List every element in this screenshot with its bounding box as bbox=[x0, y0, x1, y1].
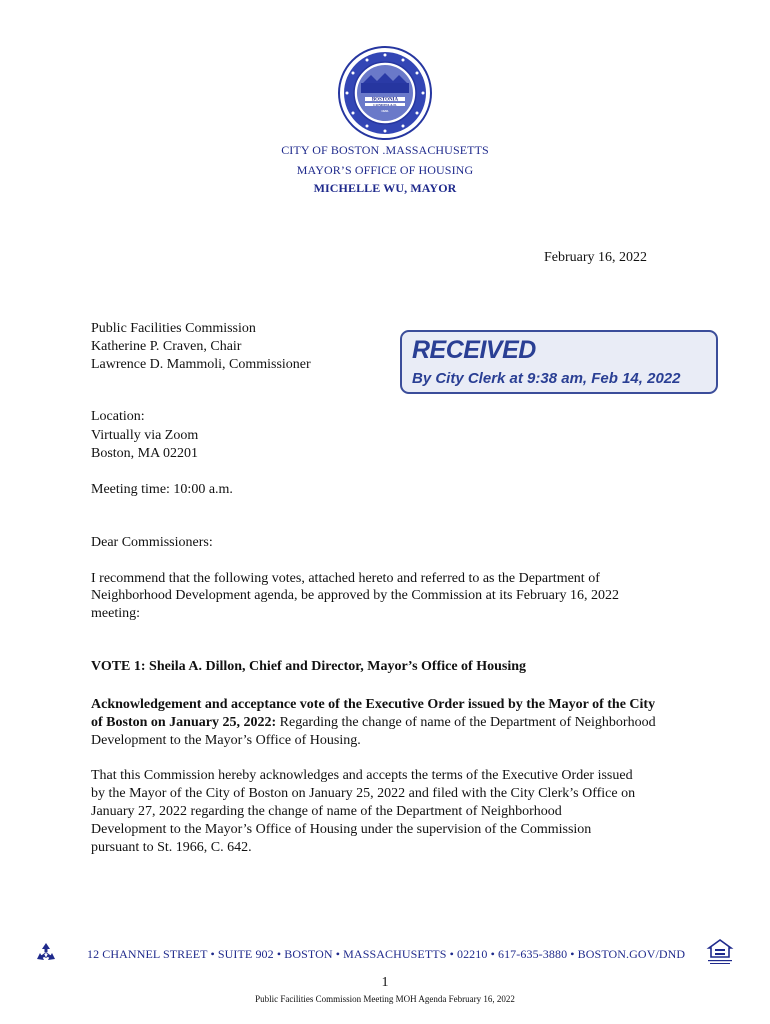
addressee-line: Katherine P. Craven, Chair bbox=[91, 339, 242, 354]
vote-description-line: Development to the Mayor’s Office of Housing. bbox=[91, 733, 361, 748]
vote-title-line: Acknowledgement and acceptance vote of the Executive Order issued by the Mayor of the City bbox=[91, 697, 656, 712]
stamp-subtitle: By City Clerk at 9:38 am, Feb 14, 2022 bbox=[412, 370, 681, 387]
paragraph-line: Neighborhood Development agenda, be approved by the Commission at its February 16, 2022 bbox=[91, 588, 620, 603]
letter-date: February 16, 2022 bbox=[544, 250, 648, 265]
seal-text-3: 1630. bbox=[381, 109, 389, 113]
footer-address: 12 CHANNEL STREET • SUITE 902 • BOSTON • MASSACHUSETTS • 02210 • 617-635-3880 • BOSTON.GOV/DND bbox=[87, 947, 686, 961]
paragraph-line: I recommend that the following votes, attached hereto and referred to as the Department of bbox=[91, 571, 600, 586]
vote-heading: VOTE 1: Sheila A. Dillon, Chief and Director, Mayor’s Office of Housing bbox=[91, 659, 527, 674]
paragraph-line: January 27, 2022 regarding the change of name of the Department of Neighborhood bbox=[91, 804, 562, 819]
addressee-line: Lawrence D. Mammoli, Commissioner bbox=[91, 357, 311, 372]
vote-title-bold: of Boston on January 25, 2022: bbox=[91, 715, 277, 730]
footer-note: Public Facilities Commission Meeting MOH Agenda February 16, 2022 bbox=[255, 994, 515, 1004]
location-line: Virtually via Zoom bbox=[91, 428, 199, 443]
seal-text-1: BOSTONIA bbox=[371, 97, 399, 103]
header-city: CITY OF BOSTON .MASSACHUSETTS bbox=[281, 143, 489, 157]
seal-text-2: CONDITA A.D. bbox=[373, 103, 397, 107]
vote-description: Regarding the change of name of the Department of Neighborhood bbox=[276, 715, 656, 730]
page-number: 1 bbox=[381, 975, 389, 990]
location-line: Location: bbox=[91, 409, 145, 424]
paragraph-line: That this Commission hereby acknowledges and accepts the terms of the Executive Order issued bbox=[91, 768, 633, 783]
paragraph-line: meeting: bbox=[91, 606, 140, 621]
location-line: Boston, MA 02201 bbox=[91, 446, 198, 461]
vote-title-line bbox=[91, 714, 656, 731]
equal-housing-icon bbox=[705, 938, 735, 966]
paragraph-line: Development to the Mayor’s Office of Housing under the supervision of the Commission bbox=[91, 822, 592, 837]
city-seal-logo bbox=[337, 45, 433, 141]
meeting-time: Meeting time: 10:00 a.m. bbox=[91, 482, 233, 497]
header-office: MAYOR’S OFFICE OF HOUSING bbox=[296, 163, 474, 177]
greeting: Dear Commissioners: bbox=[91, 535, 213, 550]
recycle-icon bbox=[34, 941, 58, 965]
paragraph-line: pursuant to St. 1966, C. 642. bbox=[91, 840, 252, 855]
addressee-line: Public Facilities Commission bbox=[91, 321, 256, 336]
paragraph-line: by the Mayor of the City of Boston on January 25, 2022 and filed with the City Clerk’s Office on bbox=[91, 786, 636, 801]
header-mayor: MICHELLE WU, MAYOR bbox=[313, 181, 457, 195]
received-stamp bbox=[400, 330, 718, 394]
stamp-title: RECEIVED bbox=[412, 336, 536, 364]
